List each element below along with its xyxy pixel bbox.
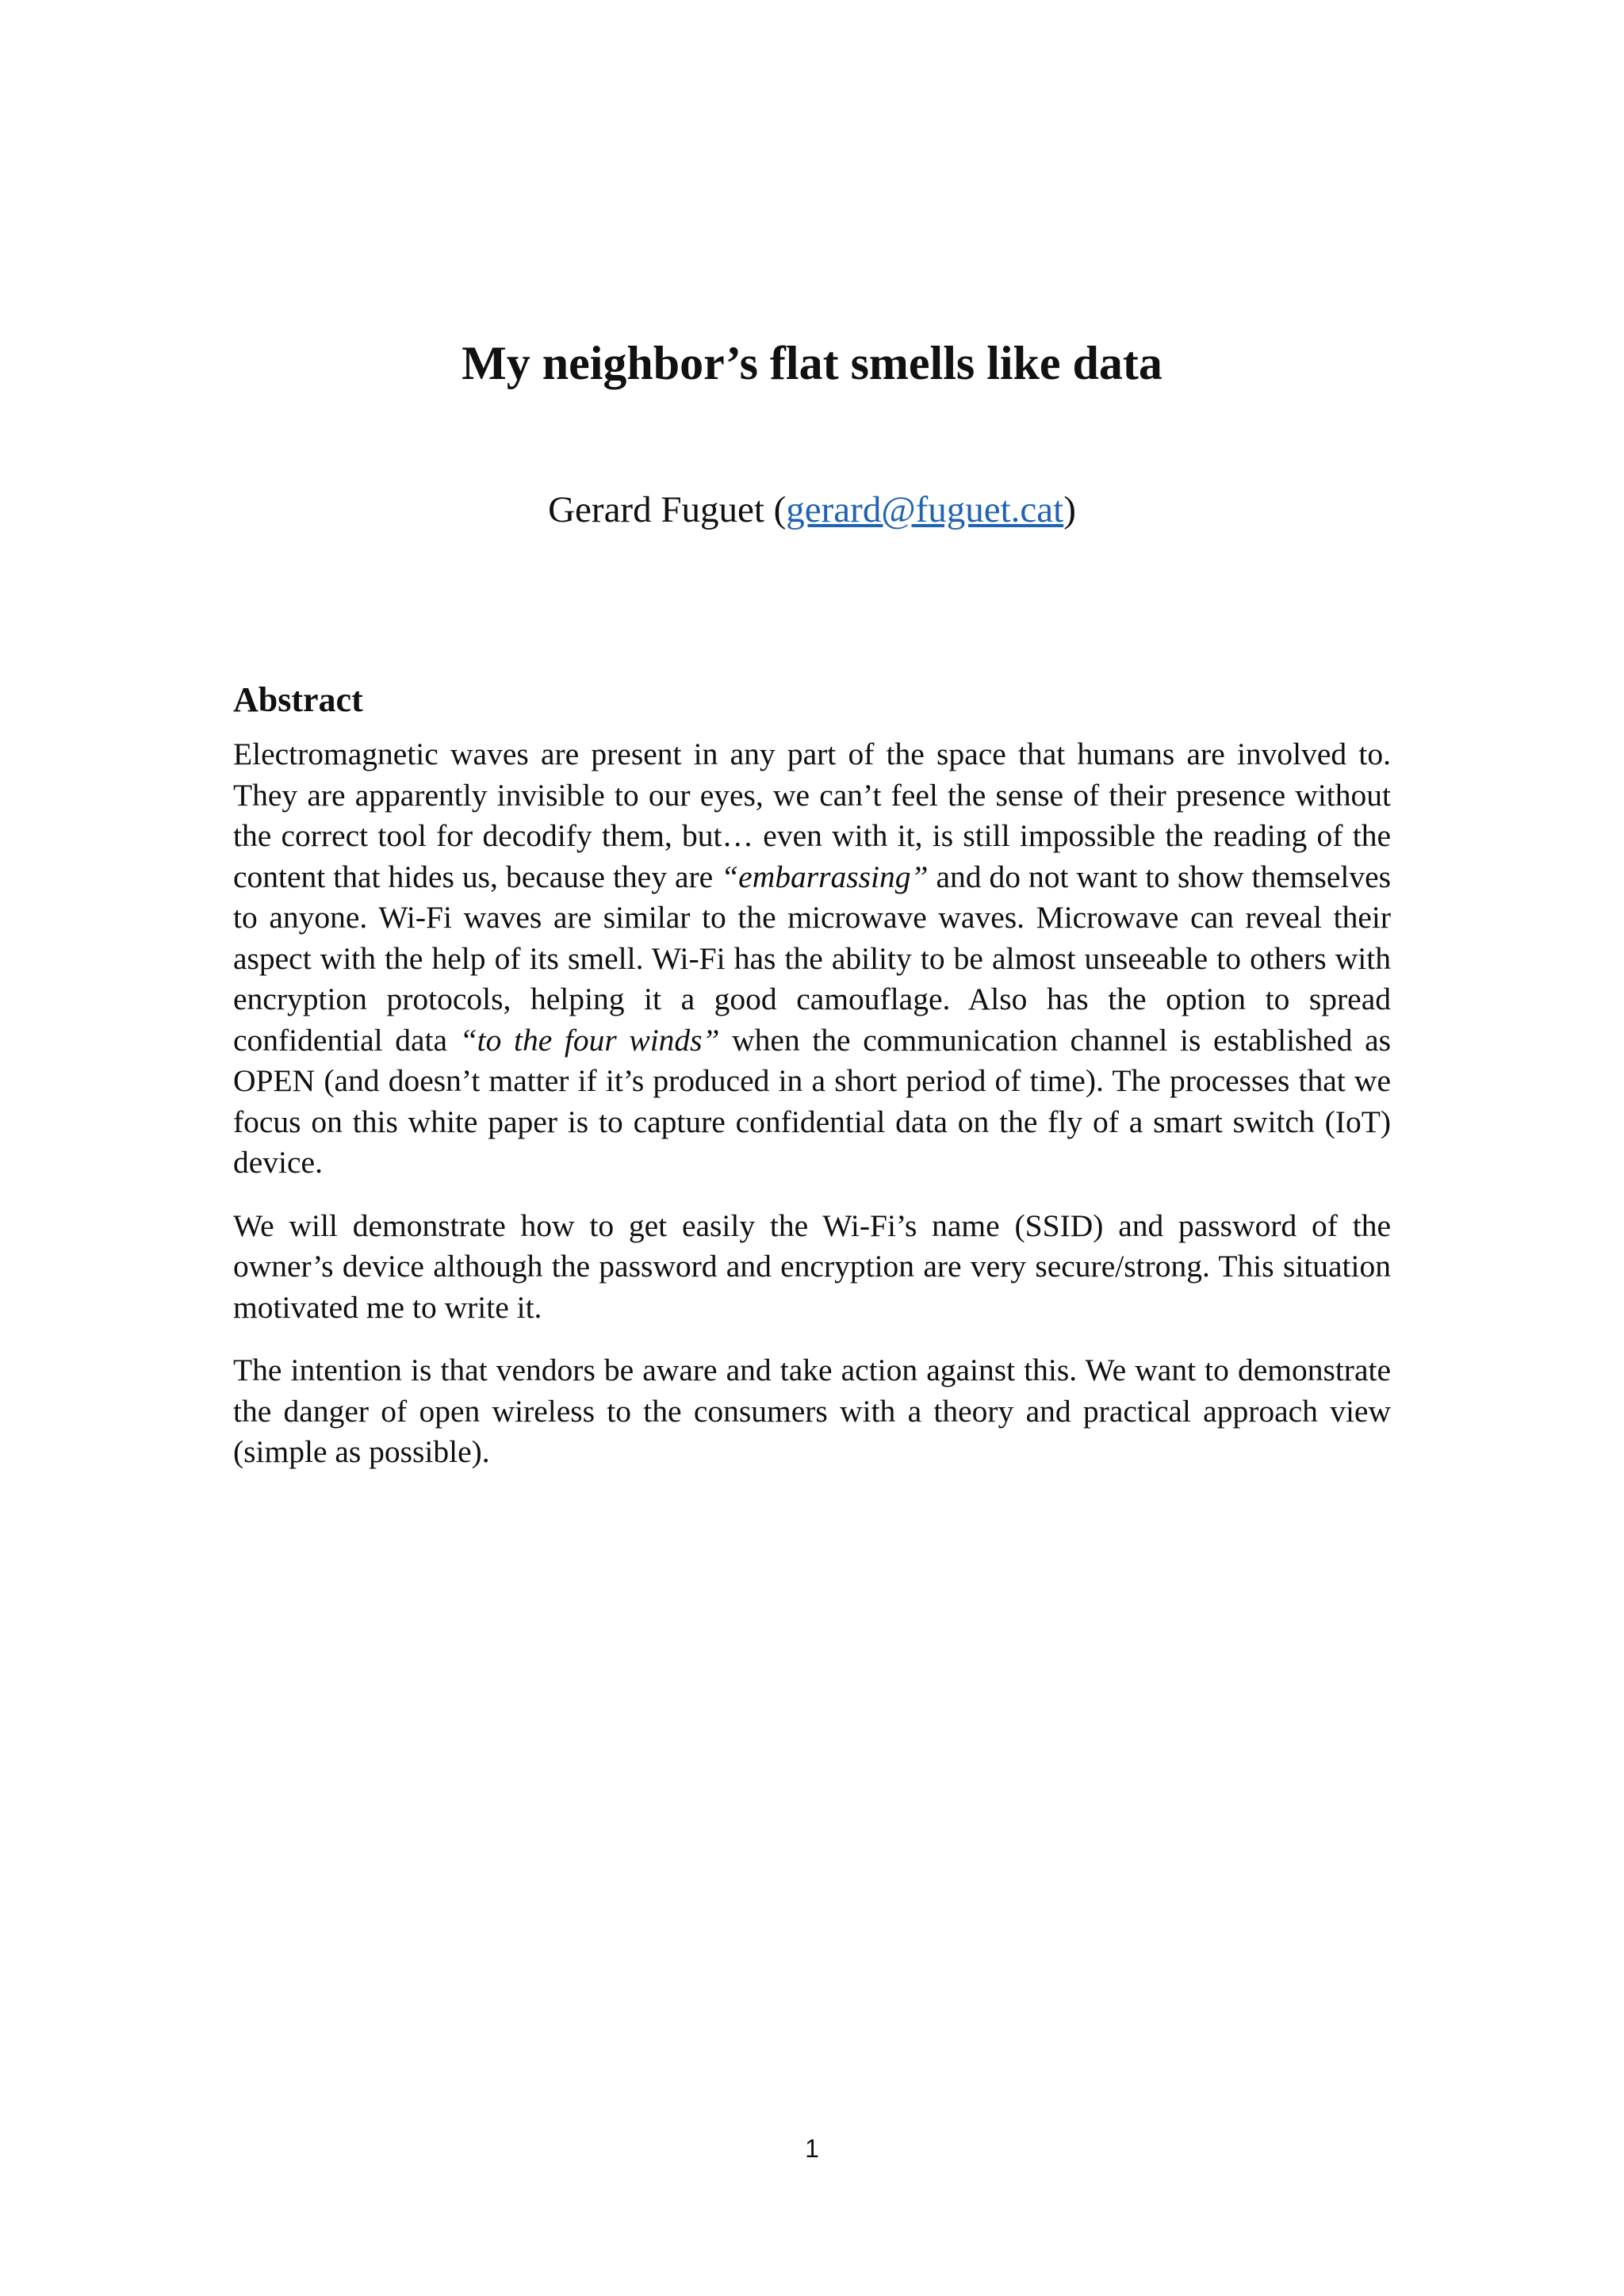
abstract-paragraph-2: We will demonstrate how to get easily the Wi-Fi’s name (SSID) and password of the owner’s device although the password and encryption are very secure/strong. This situation motivated me to write it.: [233, 1207, 1391, 1325]
abstract-p1-text-2: and do not want to show themselves to anyone. Wi-Fi waves are similar to the microwave waves. Microwave can reveal their aspect with the help of its smell. Wi-Fi has the ability to be almost unseeable to others with encryption protocols, helping it a good camouflage. Also has the option to spread confidential data: [233, 859, 1391, 1058]
paper-title: My neighbor’s flat smells like data: [462, 337, 1162, 389]
abstract-paragraph-3: The intention is that vendors be aware and take action against this. We want to demonstrate the danger of open wireless to the consumers with a theory and practical approach view (simple as possible).: [233, 1353, 1391, 1469]
author-close-paren: ): [1063, 489, 1076, 530]
abstract-section: [233, 675, 1391, 1495]
author-open-paren: (: [764, 489, 787, 530]
abstract-paragraph-1: [233, 734, 1391, 1184]
page-number: 1: [805, 2134, 819, 2163]
author-name: Gerard Fuguet: [548, 489, 764, 530]
author-line: [0, 485, 1624, 534]
abstract-p1-text-1: Electromagnetic waves are present in any part of the space that humans are involved to. They are apparently invisible to our eyes, we can’t feel the sense of their presence without the correct tool for decodify them, but… even with it, is still impossible the reading of the content that hides us, because they are: [233, 737, 1391, 894]
abstract-p1-italic-1: “embarrassing”: [721, 859, 929, 894]
abstract-p1-italic-2: “to the four winds”: [459, 1022, 720, 1058]
author-email-link[interactable]: gerard@fuguet.cat: [786, 489, 1064, 530]
abstract-p1-text-3: when the communication channel is established as OPEN (and doesn’t matter if it’s produced in a short period of time). The processes that we focus on this white paper is to capture confidential data on the fly of a smart switch (IoT) device.: [233, 1022, 1391, 1180]
abstract-heading: Abstract: [233, 680, 363, 719]
